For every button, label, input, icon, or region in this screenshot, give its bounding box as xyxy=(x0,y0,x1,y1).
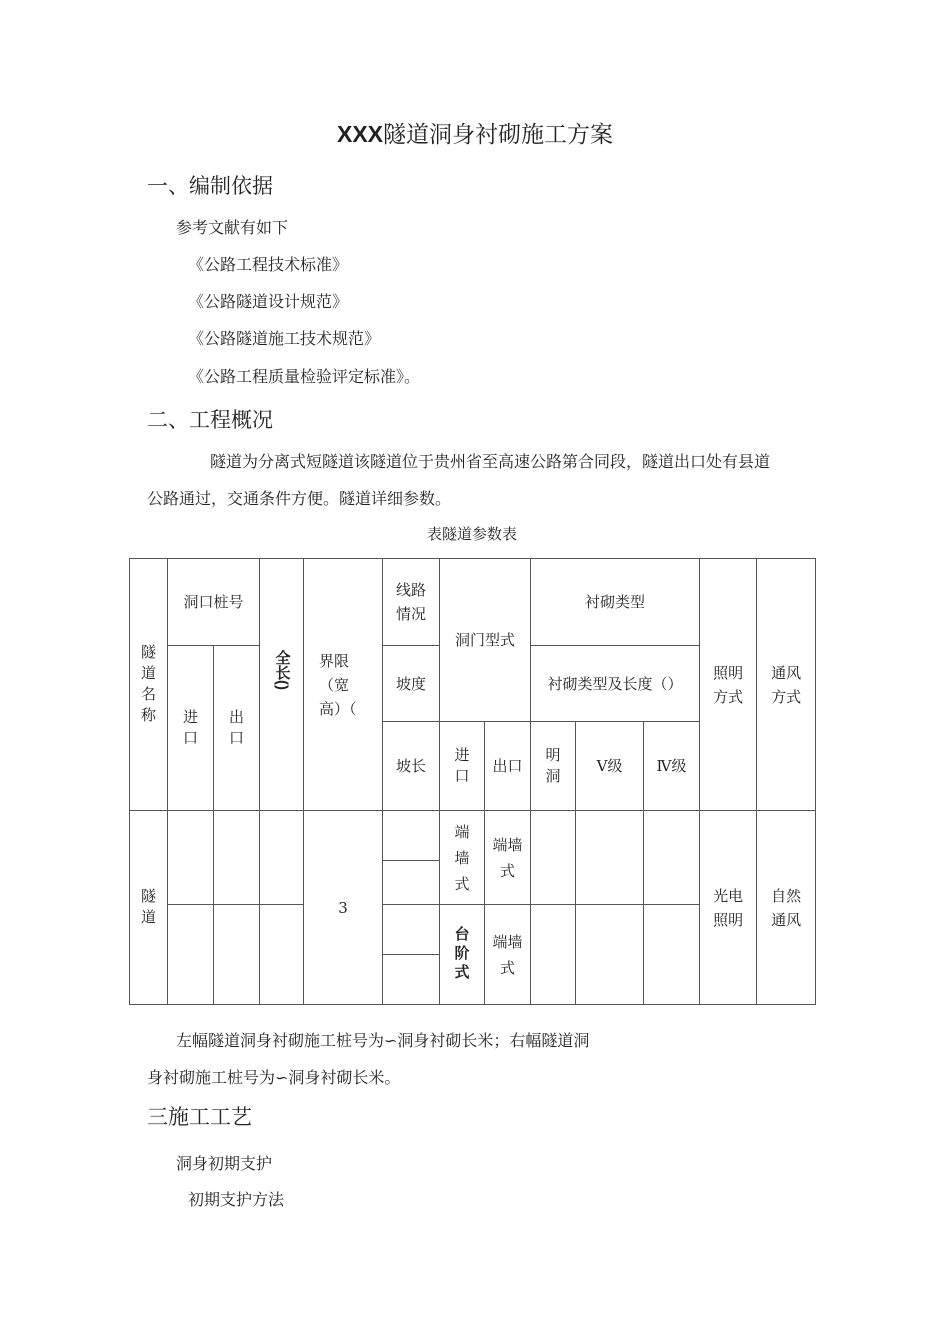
cell-empty xyxy=(168,905,214,1005)
header-slope: 坡度 xyxy=(383,646,440,722)
table-caption: 表隧道参数表 xyxy=(426,525,517,543)
cell-ventilation-value: 自然通风 xyxy=(757,811,816,1005)
cell-empty xyxy=(576,905,644,1005)
cell-empty xyxy=(383,955,440,1005)
cell-empty xyxy=(383,811,440,861)
cell-clearance-value: 3 xyxy=(304,811,383,1005)
cell-empty xyxy=(168,811,214,905)
cell-empty xyxy=(214,811,260,905)
cell-r1-entrance-type: 端墙式 xyxy=(440,811,485,905)
header-lining-type: 衬砌类型 xyxy=(531,559,700,646)
page-title xyxy=(0,116,950,149)
after-table-line-2: 身衬砌施工桩号为∽洞身衬砌长米。 xyxy=(147,1068,401,1087)
ref-item: 《公路隧道施工技术规范》 xyxy=(188,329,381,348)
overview-line-2: 公路通过，交通条件方便。隧道详细参数。 xyxy=(147,489,452,508)
header-ventilation: 通风方式 xyxy=(757,559,816,811)
title-text: 隧道洞身衬砌施工方案 xyxy=(383,122,614,148)
subheading-2: 初期支护方法 xyxy=(188,1190,285,1209)
cell-empty xyxy=(644,811,700,905)
cell-empty xyxy=(531,811,576,905)
cell-empty xyxy=(531,905,576,1005)
cell-r2-entrance-type: 台阶式 xyxy=(440,905,485,1005)
row-tunnel-name: 隧道 xyxy=(130,811,168,1005)
section-1-heading: 一、编制依据 xyxy=(147,174,273,198)
cell-empty xyxy=(576,811,644,905)
overview-line-1: 隧道为分离式短隧道该隧道位于贵州省至高速公路第合同段，隧道出口处有县道 xyxy=(210,452,771,471)
cell-empty xyxy=(644,905,700,1005)
header-slope-length: 坡长 xyxy=(383,722,440,811)
tunnel-parameter-table xyxy=(129,558,816,1005)
header-lining-type-length: 衬砌类型及长度（） xyxy=(531,646,700,722)
header-exit: 出口 xyxy=(214,646,260,811)
cell-empty xyxy=(260,811,304,905)
header-portal-exit: 出口 xyxy=(485,722,531,811)
cell-r2-exit-type: 端墙式 xyxy=(485,905,531,1005)
header-grade-4: Ⅳ级 xyxy=(644,722,700,811)
cell-empty xyxy=(383,861,440,905)
ref-intro: 参考文献有如下 xyxy=(176,218,289,237)
cell-empty xyxy=(383,905,440,955)
section-2-heading: 二、工程概况 xyxy=(147,408,273,432)
ref-item: 《公路工程质量检验评定标准》。 xyxy=(188,367,421,386)
ref-item: 《公路工程技术标准》 xyxy=(188,255,349,274)
header-full-length: 全长() xyxy=(260,559,304,811)
cell-empty xyxy=(260,905,304,1005)
header-tunnel-name: 隧道名称 xyxy=(130,559,168,811)
header-grade-5: Ⅴ级 xyxy=(576,722,644,811)
header-portal-entrance: 进口 xyxy=(440,722,485,811)
cell-empty xyxy=(214,905,260,1005)
header-clearance: 界限（宽高）（ xyxy=(304,559,383,811)
section-3-heading: 三施工工艺 xyxy=(147,1105,252,1129)
cell-r1-exit-type: 端墙式 xyxy=(485,811,531,905)
header-lighting: 照明方式 xyxy=(700,559,757,811)
subheading-1: 洞身初期支护 xyxy=(176,1154,273,1173)
header-entrance: 进口 xyxy=(168,646,214,811)
after-table-line-1: 左幅隧道洞身衬砌施工桩号为∽洞身衬砌长米；右幅隧道洞 xyxy=(176,1031,590,1050)
title-prefix: XXX xyxy=(336,121,384,147)
cell-lighting-value: 光电照明 xyxy=(700,811,757,1005)
header-portal-chainage: 洞口桩号 xyxy=(168,559,260,646)
header-route: 线路情况 xyxy=(383,559,440,646)
ref-item: 《公路隧道设计规范》 xyxy=(188,292,349,311)
header-open-cut: 明洞 xyxy=(531,722,576,811)
header-portal-type: 洞门型式 xyxy=(440,559,531,722)
